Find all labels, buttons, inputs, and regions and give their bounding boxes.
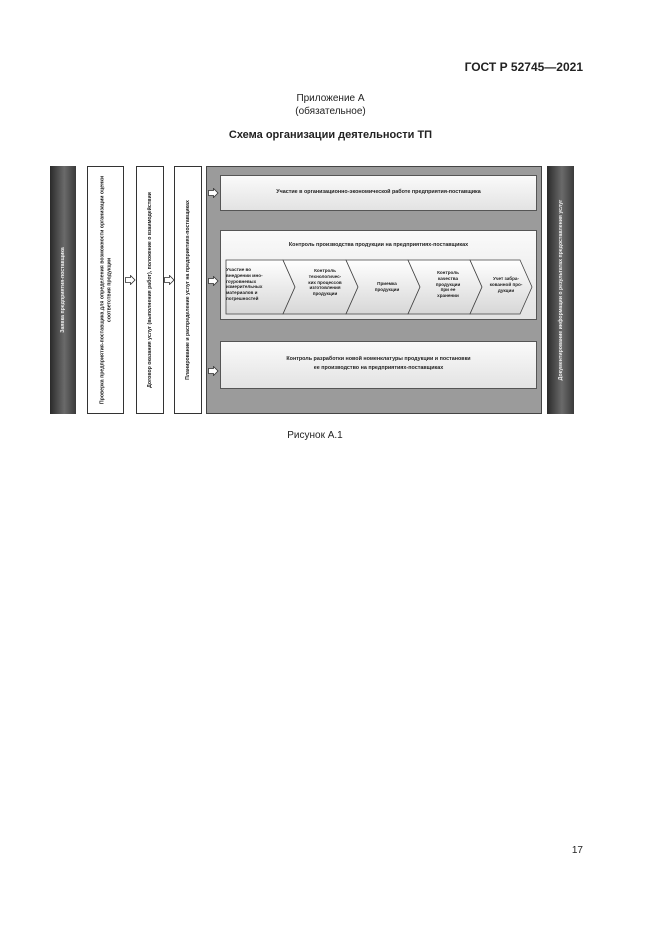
appendix-title: Приложение А bbox=[296, 93, 365, 104]
appendix-subtitle: (обязательное) bbox=[295, 106, 366, 117]
chevron-step-3-text: Приемка продукции bbox=[374, 281, 400, 292]
column-supplier-request-text: Заявка предприятия-поставщика bbox=[59, 247, 66, 333]
arrow-right-icon bbox=[208, 366, 219, 376]
tp-organization-diagram bbox=[50, 166, 574, 416]
page-number: 17 bbox=[571, 845, 583, 856]
box-organizational-work-text: Участие в организационно-экономической работе предприятия-поставщика bbox=[276, 189, 481, 195]
column-supplier-check bbox=[87, 166, 124, 414]
box-production-control-text: Контроль производства продукции на предприятиях-поставщиках bbox=[288, 242, 469, 248]
box-new-products-control-line1: Контроль разработки новой номенклатуры продукции и постановки bbox=[286, 356, 471, 362]
arrow-right-icon bbox=[125, 275, 136, 285]
arrow-right-icon bbox=[208, 276, 219, 286]
column-planning-text: Планирование и распределение услуг на предприятиях-поставщиках bbox=[184, 200, 191, 380]
appendix-heading bbox=[0, 92, 661, 118]
box-production-control bbox=[220, 230, 537, 320]
document-code: ГОСТ Р 52745—2021 bbox=[464, 60, 583, 74]
figure-caption: Рисунок А.1 bbox=[287, 430, 343, 441]
box-organizational-work bbox=[220, 175, 537, 211]
scheme-title: Схема организации деятельности ТП bbox=[228, 129, 433, 141]
chevron-step-4-text: Контроль качества продукции при ее хранении bbox=[435, 270, 461, 299]
chevron-step-2-text: Контроль технологичес- ких процессов изготовления продукции bbox=[308, 268, 342, 297]
column-planning bbox=[174, 166, 202, 414]
box-new-products-control-line2: ее производство на предприятиях-поставщиках bbox=[313, 365, 444, 371]
activities-panel bbox=[206, 166, 542, 414]
column-documenting-text: Документирование информации о результатах предоставления услуг bbox=[557, 199, 564, 381]
column-documenting bbox=[547, 166, 574, 414]
chevron-step-5-text: Учет забра- кованной про- дукции bbox=[489, 276, 523, 293]
arrow-right-icon bbox=[164, 275, 175, 285]
chevron-step-1-text: Участие во внедрении мно- гоуровневых измерительных материалов и погрешностей bbox=[226, 267, 263, 301]
column-service-contract bbox=[136, 166, 164, 414]
column-service-contract-text: Договор оказания услуг (выполнения работ), положение о взаимодействии bbox=[146, 192, 153, 388]
column-supplier-request bbox=[50, 166, 76, 414]
column-supplier-check-text: Проверка предприятия-поставщика для определения возможности организации оценки соответствия продукции bbox=[99, 175, 112, 405]
arrow-right-icon bbox=[208, 188, 219, 198]
box-new-products-control bbox=[220, 341, 537, 389]
